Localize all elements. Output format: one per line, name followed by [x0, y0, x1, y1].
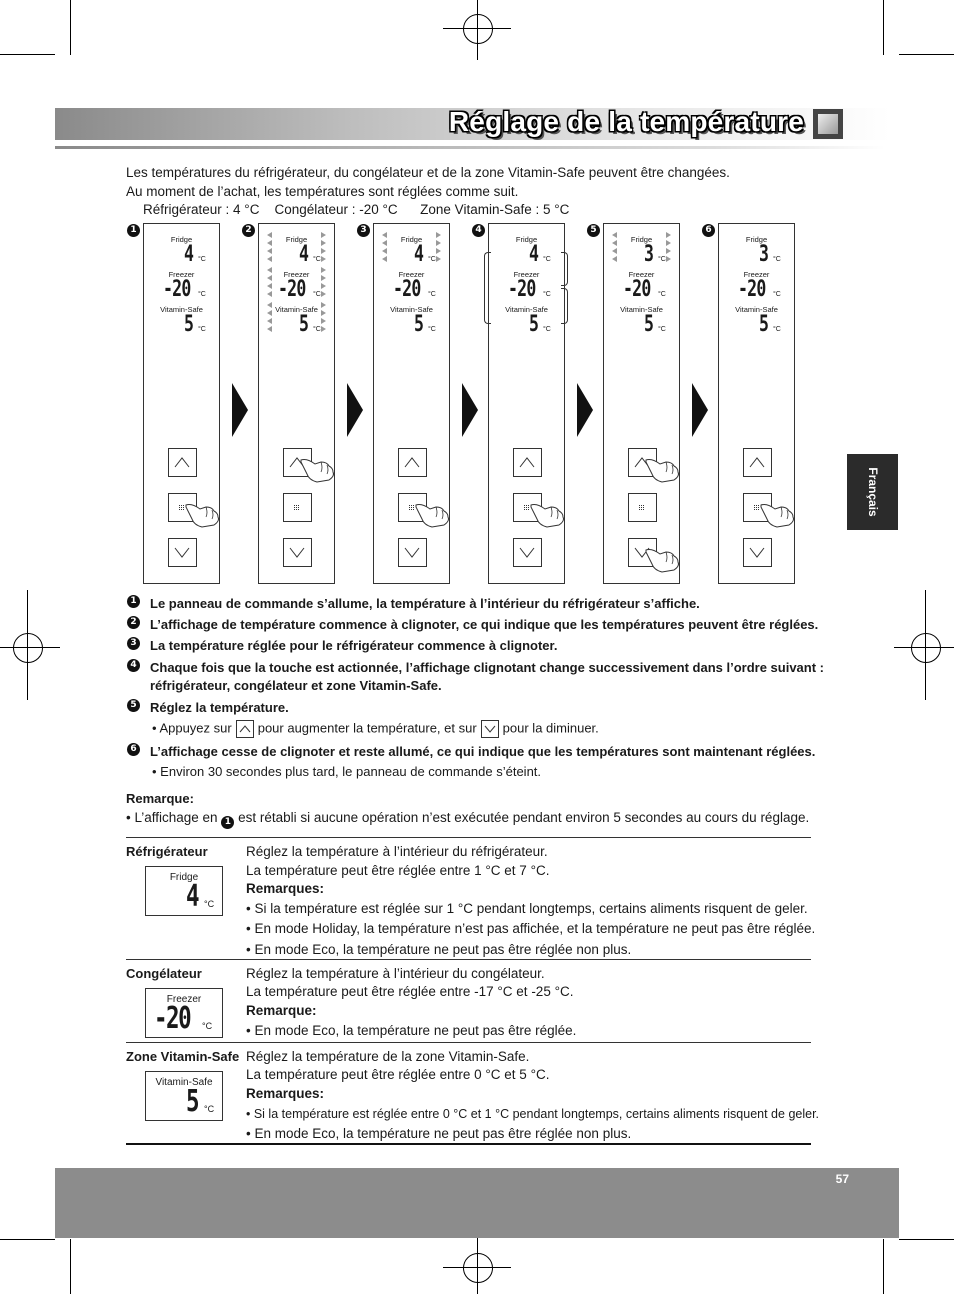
- panel-zone-label: Fridge: [285, 235, 308, 244]
- up-button[interactable]: [398, 448, 427, 477]
- panel-temp-value: -20: [738, 277, 766, 302]
- row-name-freezer: Congélateur: [126, 966, 202, 981]
- blink-indicator-icon: [267, 256, 272, 262]
- panel-unit: °C: [313, 326, 321, 333]
- control-panel: [603, 223, 680, 584]
- page-number: 57: [835, 1172, 849, 1186]
- pressing-hand-icon: [184, 499, 222, 534]
- down-button-icon: [399, 539, 426, 566]
- step-number-3: 3: [127, 637, 140, 650]
- blink-indicator-icon: [267, 318, 272, 324]
- blink-indicator-icon: [267, 326, 272, 332]
- panel-step-number: 5: [587, 224, 600, 237]
- down-button[interactable]: [283, 538, 312, 567]
- panel-unit: °C: [428, 291, 436, 298]
- control-panel: [258, 223, 335, 584]
- bracket-right-icon: [561, 288, 568, 324]
- blink-indicator-icon: [612, 248, 617, 254]
- panel-step-number: 6: [702, 224, 715, 237]
- remark-text-a: • L’affichage en: [126, 810, 218, 825]
- blink-indicator-icon: [436, 248, 441, 254]
- panel-temp-value: 4: [184, 242, 194, 267]
- title-square-icon: [813, 109, 843, 139]
- panel-unit: °C: [313, 256, 321, 263]
- step-2-text: L’affichage de température commence à clignoter, ce qui indique que les températures peuvent être réglées.: [150, 617, 819, 632]
- row1-bullet-1: • Si la température est réglée sur 1 °C pendant longtemps, certains aliments risquent de geler.: [246, 901, 808, 916]
- panel-zone-label: Fridge: [630, 235, 653, 244]
- panel-temp-value: 4: [299, 242, 309, 267]
- up-button-icon: [169, 449, 196, 476]
- panel-zone-label: Vitamin-Safe: [275, 305, 318, 314]
- panel-zone-label: Freezer: [283, 270, 310, 279]
- panel-zone-label: Vitamin-Safe: [735, 305, 778, 314]
- panel-temp-value: 5: [299, 312, 309, 337]
- step-number-2: 2: [127, 616, 140, 629]
- row3-remarks-title: Remarques:: [246, 1086, 325, 1101]
- mini-value: -20: [154, 1001, 191, 1036]
- row3-line1: Réglez la température de la zone Vitamin-Safe.: [246, 1049, 530, 1064]
- step-number-1: 1: [127, 595, 140, 608]
- panel-unit: °C: [773, 326, 781, 333]
- panel-zone-label: Freezer: [168, 270, 195, 279]
- title-underline: [55, 146, 885, 149]
- mini-unit: °C: [204, 1104, 215, 1114]
- panel-zone-label: Vitamin-Safe: [390, 305, 433, 314]
- pressing-hand-icon: [759, 499, 797, 534]
- blink-indicator-icon: [321, 318, 326, 324]
- step-3-text: La température réglée pour le réfrigérateur commence à clignoter.: [150, 638, 558, 653]
- blink-indicator-icon: [436, 256, 441, 262]
- row2-line1: Réglez la température à l’intérieur du congélateur.: [246, 966, 545, 981]
- blink-indicator-icon: [436, 240, 441, 246]
- next-arrow-icon: [692, 383, 708, 437]
- blink-indicator-icon: [267, 267, 272, 273]
- mini-display-freezer: [145, 988, 223, 1038]
- panel-temp-value: 4: [414, 242, 424, 267]
- next-arrow-icon: [462, 383, 478, 437]
- panel-temp-value: 5: [644, 312, 654, 337]
- intro-line-3: Réfrigérateur : 4 °C Congélateur : -20 °C Zone Vitamin-Safe : 5 °C: [143, 202, 570, 217]
- step-4-text-cont: réfrigérateur, congélateur et zone Vitamin-Safe.: [150, 678, 442, 693]
- mini-unit: °C: [204, 899, 215, 909]
- next-arrow-icon: [347, 383, 363, 437]
- blink-indicator-icon: [267, 291, 272, 297]
- mini-label: Freezer: [166, 994, 202, 1005]
- row1-line2: La température peut être réglée entre 1 °C et 7 °C.: [246, 863, 550, 878]
- mini-unit: °C: [202, 1021, 213, 1031]
- blink-indicator-icon: [321, 240, 326, 246]
- panel-unit: °C: [773, 256, 781, 263]
- blink-indicator-icon: [612, 240, 617, 246]
- down-button-icon: [284, 539, 311, 566]
- mini-display-fridge: [145, 866, 223, 916]
- step-number-4: 4: [127, 659, 140, 672]
- down-button[interactable]: [398, 538, 427, 567]
- bracket-right-icon: [561, 252, 568, 286]
- blink-indicator-icon: [382, 240, 387, 246]
- table-divider: [126, 837, 811, 838]
- pressing-hand-icon: [644, 544, 682, 579]
- row-name-vitamin: Zone Vitamin-Safe: [126, 1049, 240, 1064]
- blink-indicator-icon: [321, 291, 326, 297]
- panel-temp-value: 5: [759, 312, 769, 337]
- panel-zone-label: Fridge: [170, 235, 193, 244]
- panel-temp-value: -20: [508, 277, 536, 302]
- pressing-hand-icon: [414, 499, 452, 534]
- panel-zone-label: Fridge: [515, 235, 538, 244]
- panel-unit: °C: [313, 291, 321, 298]
- step-5-sub-c: pour la diminuer.: [502, 720, 599, 736]
- language-tab[interactable]: [847, 454, 898, 530]
- mini-label: Fridge: [169, 872, 199, 883]
- blink-indicator-icon: [612, 232, 617, 238]
- step-number-6: 6: [127, 743, 140, 756]
- select-button-icon: [629, 494, 656, 521]
- up-button-icon: [744, 449, 771, 476]
- blink-indicator-icon: [321, 256, 326, 262]
- down-button[interactable]: [168, 538, 197, 567]
- blink-indicator-icon: [267, 240, 272, 246]
- page-title: Réglage de la température: [448, 106, 804, 137]
- blink-indicator-icon: [267, 232, 272, 238]
- intro-line-2: Au moment de l’achat, les températures sont réglées comme suit.: [126, 184, 519, 199]
- panel-unit: °C: [658, 326, 666, 333]
- blink-indicator-icon: [267, 275, 272, 281]
- row2-remarks-title: Remarque:: [246, 1003, 317, 1018]
- panel-temp-value: 4: [529, 242, 539, 267]
- panel-temp-value: 3: [759, 242, 769, 267]
- panel-unit: °C: [658, 256, 666, 263]
- pressing-hand-icon: [644, 454, 682, 489]
- table-divider: [126, 1042, 811, 1043]
- pressing-hand-icon: [299, 454, 337, 489]
- row-name-fridge: Réfrigérateur: [126, 844, 208, 859]
- panel-unit: °C: [428, 326, 436, 333]
- panel-temp-value: 5: [529, 312, 539, 337]
- row2-bullet-1: • En mode Eco, la température ne peut pas être réglée.: [246, 1023, 577, 1038]
- step-4-text: Chaque fois que la touche est actionnée, l’affichage clignotant change successivement dans l’ordre suivant :: [150, 660, 825, 675]
- control-panel: [718, 223, 795, 584]
- panel-unit: °C: [543, 256, 551, 263]
- panel-temp-value: -20: [623, 277, 651, 302]
- blink-indicator-icon: [321, 310, 326, 316]
- panel-zone-label: Fridge: [745, 235, 768, 244]
- row1-remarks-title: Remarques:: [246, 881, 325, 896]
- blink-indicator-icon: [267, 248, 272, 254]
- panel-zone-label: Vitamin-Safe: [620, 305, 663, 314]
- step-6-text: L’affichage cesse de clignoter et reste allumé, ce qui indique que les températures sont maintenant réglées.: [150, 744, 816, 759]
- row1-line1: Réglez la température à l’intérieur du réfrigérateur.: [246, 844, 548, 859]
- panel-temp-value: 5: [184, 312, 194, 337]
- blink-indicator-icon: [436, 232, 441, 238]
- blink-indicator-icon: [321, 248, 326, 254]
- blink-indicator-icon: [382, 248, 387, 254]
- step-6-sub: • Environ 30 secondes plus tard, le panneau de commande s’éteint.: [152, 764, 542, 779]
- step-1-text: Le panneau de commande s’allume, la température à l’intérieur du réfrigérateur s’affiche.: [150, 596, 700, 611]
- panel-zone-label: Freezer: [628, 270, 655, 279]
- up-button-icon: [399, 449, 426, 476]
- blink-indicator-icon: [321, 302, 326, 308]
- step-number-5: 5: [127, 699, 140, 712]
- table-bottom-rule: [126, 1143, 811, 1145]
- up-button-icon: [236, 720, 254, 738]
- language-tab-label: Français: [865, 467, 880, 517]
- select-button[interactable]: [283, 493, 312, 522]
- intro-line-1: Les températures du réfrigérateur, du congélateur et de la zone Vitamin-Safe peuvent être changées.: [126, 165, 730, 180]
- control-panel: [143, 223, 220, 584]
- select-button-icon: [284, 494, 311, 521]
- panel-step-number: 4: [472, 224, 485, 237]
- blink-indicator-icon: [321, 283, 326, 289]
- panel-zone-label: Vitamin-Safe: [505, 305, 548, 314]
- pressing-hand-icon: [529, 499, 567, 534]
- blink-indicator-icon: [267, 283, 272, 289]
- panel-temp-value: -20: [278, 277, 306, 302]
- mini-value: 5: [186, 1084, 199, 1119]
- panel-zone-label: Freezer: [398, 270, 425, 279]
- row3-line2: La température peut être réglée entre 0 °C et 5 °C.: [246, 1067, 550, 1082]
- panel-temp-value: -20: [163, 277, 191, 302]
- down-button[interactable]: [513, 538, 542, 567]
- blink-indicator-icon: [382, 256, 387, 262]
- blink-indicator-icon: [666, 248, 671, 254]
- panel-unit: °C: [543, 291, 551, 298]
- panel-unit: °C: [198, 326, 206, 333]
- blink-indicator-icon: [382, 232, 387, 238]
- blink-indicator-icon: [321, 232, 326, 238]
- panel-temp-value: 5: [414, 312, 424, 337]
- step-5-text: Réglez la température.: [150, 700, 289, 715]
- control-panel: [373, 223, 450, 584]
- down-button-icon: [514, 539, 541, 566]
- step-number-1-inline: 1: [221, 816, 234, 829]
- down-button-icon: [744, 539, 771, 566]
- panel-step-number: 3: [357, 224, 370, 237]
- row3-bullet-2: • En mode Eco, la température ne peut pas être réglée non plus.: [246, 1126, 632, 1141]
- panel-unit: °C: [543, 326, 551, 333]
- control-panel: [488, 223, 565, 584]
- blink-indicator-icon: [666, 240, 671, 246]
- remark-title: Remarque:: [126, 791, 194, 806]
- mini-label: Vitamin-Safe: [155, 1077, 213, 1088]
- step-5-sub: [152, 720, 599, 738]
- footer-band: [55, 1168, 899, 1238]
- row1-bullet-3: • En mode Eco, la température ne peut pas être réglée non plus.: [246, 942, 632, 957]
- panel-temp-value: -20: [393, 277, 421, 302]
- panel-zone-label: Freezer: [513, 270, 540, 279]
- down-button-icon: [169, 539, 196, 566]
- panel-zone-label: Vitamin-Safe: [160, 305, 203, 314]
- remark-text: [126, 810, 809, 827]
- blink-indicator-icon: [267, 302, 272, 308]
- panel-unit: °C: [198, 256, 206, 263]
- up-button[interactable]: [513, 448, 542, 477]
- up-button[interactable]: [743, 448, 772, 477]
- mini-value: 4: [186, 879, 199, 914]
- blink-indicator-icon: [267, 310, 272, 316]
- panel-step-number: 1: [127, 224, 140, 237]
- panel-zone-label: Freezer: [743, 270, 770, 279]
- row1-bullet-2: • En mode Holiday, la température n’est pas affichée, et la température ne peut pas être réglée.: [246, 921, 816, 936]
- blink-indicator-icon: [612, 256, 617, 262]
- row3-bullet-1: • Si la température est réglée entre 0 °C et 1 °C pendant longtemps, certains aliments risquent de geler.: [246, 1107, 820, 1121]
- panel-zone-label: Fridge: [400, 235, 423, 244]
- panel-unit: °C: [198, 291, 206, 298]
- bracket-left-icon: [484, 252, 491, 324]
- step-5-sub-b: pour augmenter la température, et sur: [257, 720, 477, 736]
- down-button[interactable]: [743, 538, 772, 567]
- step-5-sub-a: • Appuyez sur: [152, 720, 232, 736]
- panel-temp-value: 3: [644, 242, 654, 267]
- mini-display-vitamin: [145, 1071, 223, 1121]
- remark-text-b: est rétabli si aucune opération n’est exécutée pendant environ 5 secondes au cours du réglage.: [238, 810, 810, 825]
- blink-indicator-icon: [666, 256, 671, 262]
- panel-unit: °C: [658, 291, 666, 298]
- row2-line2: La température peut être réglée entre -17 °C et -25 °C.: [246, 984, 574, 999]
- table-divider: [126, 959, 811, 960]
- panel-unit: °C: [428, 256, 436, 263]
- next-arrow-icon: [577, 383, 593, 437]
- blink-indicator-icon: [321, 326, 326, 332]
- panel-unit: °C: [773, 291, 781, 298]
- up-button[interactable]: [168, 448, 197, 477]
- blink-indicator-icon: [321, 267, 326, 273]
- down-button-icon: [481, 720, 499, 738]
- panel-step-number: 2: [242, 224, 255, 237]
- up-button-icon: [514, 449, 541, 476]
- blink-indicator-icon: [321, 275, 326, 281]
- blink-indicator-icon: [666, 232, 671, 238]
- select-button[interactable]: [628, 493, 657, 522]
- next-arrow-icon: [232, 383, 248, 437]
